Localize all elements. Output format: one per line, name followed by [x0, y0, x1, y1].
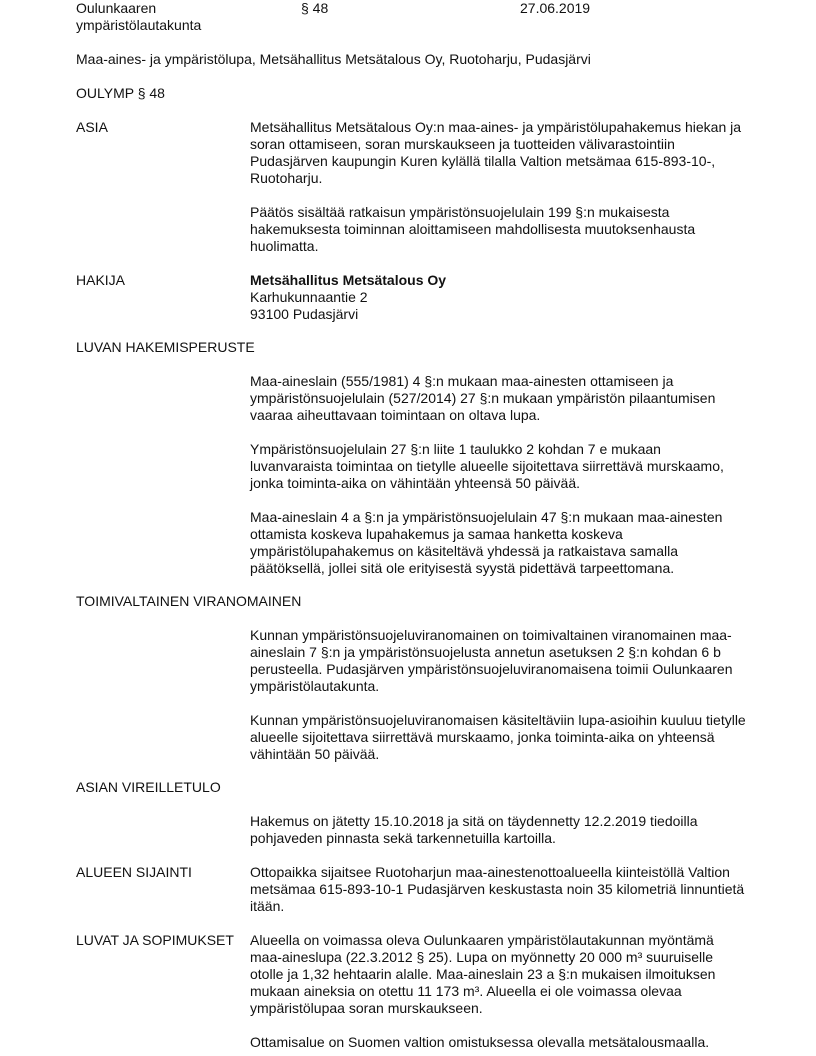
paragraph: Maa-aineslain 4 a §:n ja ympäristönsuojelulain 47 §:n mukaan maa-ainesten ottamista koskeva lupahakemus ja samaa hanketta koskeva ympäristölupahakemus on käsiteltävä yhdessä ja ratkaistava samalla päätöksellä, jollei sitä ole erityisestä syystä pidettävä tarpeettomana. [250, 509, 723, 576]
section-label: ASIAN VIREILLETULO [76, 779, 221, 795]
paragraph: Ottopaikka sijaitsee Ruotoharjun maa-ainestenottoalueella kiinteistöllä Valtion metsämaa 615-893-10-1 Pudasjärven keskustasta noin 35 kilometriä linnuntietä itään. [250, 864, 745, 914]
document-title: Maa-aines- ja ympäristölupa, Metsähallitus Metsätalous Oy, Ruotoharju, Pudasjärvi [76, 51, 591, 67]
section-label: HAKIJA [76, 272, 126, 288]
applicant-street: Karhukunnaantie 2 [250, 289, 368, 305]
applicant-address [250, 272, 746, 323]
paragraph: Kunnan ympäristönsuojeluviranomainen on toimivaltainen viranomainen maa-aineslain 7 §:n ja ympäristönsuojelusta annetun asetuksen 2 §:n kohdan 6 b perusteella. Pudasjärven ympäristönsuojeluviranomaisena toimii Oulunkaaren ympäristölautakunta. [250, 627, 733, 694]
section-label: ALUEEN SIJAINTI [76, 864, 192, 880]
section-label: TOIMIVALTAINEN VIRANOMAINEN [76, 593, 302, 609]
section-label: LUVAN HAKEMISPERUSTE [76, 339, 255, 355]
meeting-date: 27.06.2019 [520, 0, 591, 16]
section-label: ASIA [76, 119, 108, 135]
paragraph: Maa-aineslain (555/1981) 4 §:n mukaan maa-ainesten ottamiseen ja ympäristönsuojelulain (527/2014) 27 §:n mukaan ympäristön pilaantumisen vaaraa aiheuttavaan toimintaan on oltava lupa. [250, 373, 716, 423]
section-text [250, 627, 746, 763]
paragraph: Kunnan ympäristönsuojeluviranomaisen käsiteltäviin lupa-asioihin kuuluu tietylle alueelle sijoitettava siirrettävä murskaamo, jonka toiminta-aika on yhteensä vähintään 50 päivää. [250, 712, 746, 762]
document-header [76, 0, 756, 34]
paragraph: Päätös sisältää ratkaisun ympäristönsuojelulain 199 §:n mukaisesta hakemuksesta toiminnan aloittamiseen mahdollisesta muutoksenhausta huolimatta. [250, 204, 696, 254]
document-page [76, 0, 756, 1050]
paragraph: Alueella on voimassa oleva Oulunkaaren ympäristölautakunnan myöntämä maa-aineslupa (22.3.2012 § 25). Lupa on myönnetty 20 000 m³ suuruiselle otolle ja 1,32 hehtaarin alalle. Maa-aineslain 23 a §:n mukaisen ilmoituksen mukaan aineksia on otettu 11 173 m³. Alueella ei ole voimassa olevaa ympäristölupaa soran murskaukseen. [250, 932, 716, 1016]
applicant-name: Metsähallitus Metsätalous Oy [250, 272, 447, 288]
section-number: § 48 [301, 0, 329, 16]
applicant-city: 93100 Pudasjärvi [250, 306, 359, 322]
section-text [250, 813, 746, 847]
section-text [250, 119, 746, 255]
paragraph: Metsähallitus Metsätalous Oy:n maa-aines- ja ympäristölupahakemus hiekan ja soran ottamiseen, soran murskaukseen ja tuotteiden välivarastointiin Pudasjärven kaupungin Kuren kylällä tilalla Valtion metsämaa 615-893-10-, Ruotoharju. [250, 119, 742, 186]
paragraph: Ympäristönsuojelulain 27 §:n liite 1 taulukko 2 kohdan 7 e mukaan luvanvaraista toimintaa on tietylle alueelle sijoitettava siirrettävä murskaamo, jonka toiminta-aika on vähintään yhteensä 50 päivää. [250, 441, 724, 491]
paragraph: Ottamisalue on Suomen valtion omistuksessa olevalla metsätalousmaalla. [250, 1034, 710, 1050]
section-text [250, 373, 746, 577]
section-text [250, 864, 746, 915]
organization-name: Oulunkaaren ympäristölautakunta [76, 0, 202, 33]
section-label: LUVAT JA SOPIMUKSET [76, 932, 234, 948]
document-reference: OULYMP § 48 [76, 85, 165, 101]
paragraph: Hakemus on jätetty 15.10.2018 ja sitä on täydennetty 12.2.2019 tiedoilla pohjaveden pinnasta sekä tarkennetuilla kartoilla. [250, 813, 698, 846]
section-text [250, 932, 746, 1051]
